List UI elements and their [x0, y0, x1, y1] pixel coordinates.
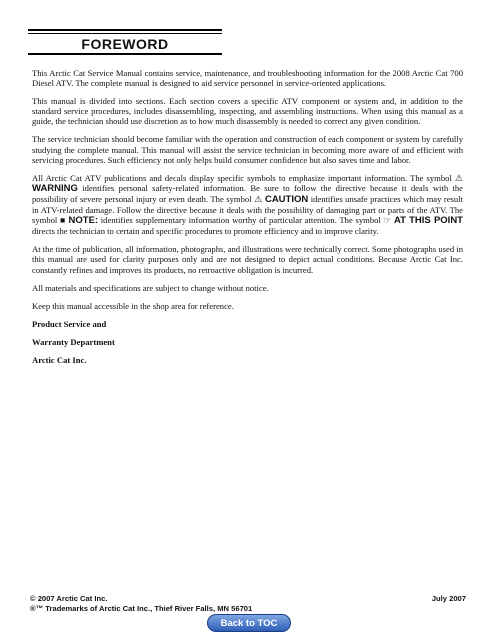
back-to-toc-label: Back to TOC — [220, 617, 278, 629]
paragraph-technician: The service technician should become familiar with the operation and construction of each component or system by carefully studying the complete manual. This manual will assist the service technician in becoming more aware of and efficient with servicing procedures. Such efficiency not only helps build consumer confidence but also saves time and labor. — [32, 134, 463, 165]
back-to-toc-button[interactable] — [207, 614, 291, 632]
caution-label: CAUTION — [264, 193, 309, 205]
heading-rule-bottom — [28, 53, 222, 55]
paragraph-symbols — [32, 173, 463, 237]
signature-block — [32, 319, 463, 365]
caution-triangle-icon: ⚠ — [254, 193, 263, 204]
foreword-body — [32, 68, 463, 373]
page-heading — [28, 29, 222, 55]
symbols-text-b: identifies personal safety-related information. Be sure to follow the directive because it deals with the possibility of severe personal injury or even death. The symbol — [32, 182, 463, 204]
signature-line-2: Warranty Department — [32, 336, 115, 347]
signature-line-3: Arctic Cat Inc. — [32, 354, 87, 365]
symbols-text-c: identifies unsafe practices which may result in ATV-related damage. Follow the directive because it deals with the possibility of damaging part or parts of the ATV. The symbol — [32, 193, 463, 226]
copyright-text: © 2007 Arctic Cat Inc. — [30, 594, 108, 603]
page-title: FOREWORD — [81, 36, 169, 52]
signature-line-1: Product Service and — [32, 318, 107, 329]
symbols-text-e: directs the technician to certain and specific procedures to promote efficiency and to improve clarity. — [32, 226, 379, 237]
symbols-text-d: identifies supplementary information worthy of particular attention. The symbol — [98, 215, 384, 226]
pointing-hand-icon: ☞ — [383, 215, 392, 226]
publication-date: July 2007 — [431, 594, 466, 603]
trademark-line: ®™ Trademarks of Arctic Cat Inc., Thief River Falls, MN 56701 — [30, 604, 253, 613]
footer-row — [30, 594, 466, 603]
note-square-icon: ■ — [60, 215, 66, 226]
paragraph-materials: All materials and specifications are subject to change without notice. — [32, 282, 269, 293]
symbols-text-a: All Arctic Cat ATV publications and decals display specific symbols to emphasize important information. The symbol — [32, 172, 455, 183]
paragraph-sections: This manual is divided into sections. Each section covers a specific ATV component or system and, in addition to the standard service procedures, includes disassembling, inspecting, and assembling instructions. When using this manual as a guide, the technician should use discretion as to how much disassembly is needed to correct any given condition. — [32, 96, 463, 127]
heading-rule-top-thin — [28, 33, 222, 34]
note-label: NOTE: — [68, 215, 99, 227]
warning-label: WARNING — [32, 182, 78, 194]
paragraph-intro: This Arctic Cat Service Manual contains service, maintenance, and troubleshooting information for the 2008 Arctic Cat 700 Diesel ATV. The complete manual is designed to aid service personnel in service-oriented applications. — [32, 68, 463, 89]
paragraph-publication: At the time of publication, all information, photographs, and illustrations were technically correct. Some photographs used in this manual are used for clarity purposes only and are not designed to depict actual conditions. Because Arctic Cat Inc. constantly refines and improves its products, no retroactive obligation is incurred. — [32, 244, 463, 275]
paragraph-keep-manual: Keep this manual accessible in the shop area for reference. — [32, 300, 234, 311]
at-this-point-label: AT THIS POINT — [393, 215, 463, 227]
heading-rule-top — [28, 29, 222, 31]
warning-triangle-icon: ⚠ — [454, 172, 463, 183]
